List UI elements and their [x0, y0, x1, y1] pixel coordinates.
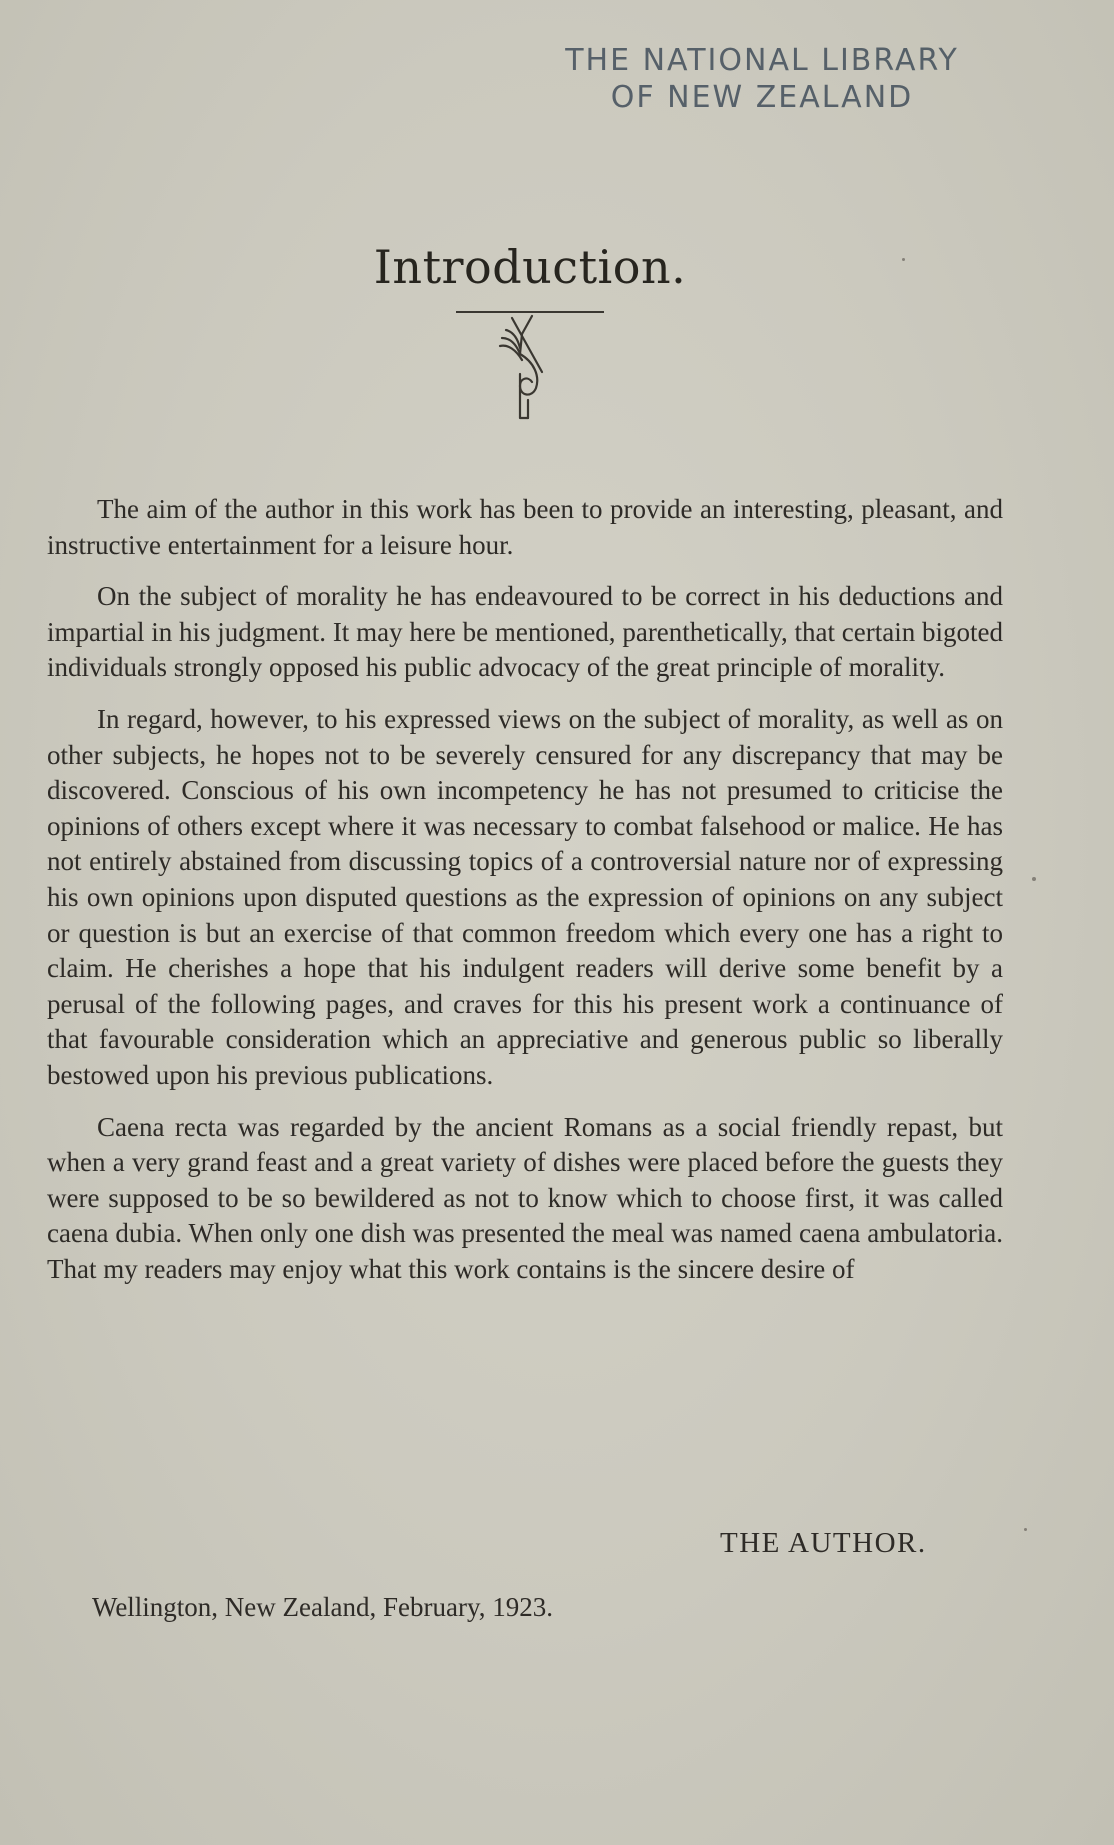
page-title: Introduction.	[373, 240, 687, 294]
title-rule	[456, 311, 604, 313]
library-stamp	[512, 42, 1012, 116]
paragraph: The aim of the author in this work has been to provide an interesting, pleasant, and instructive entertainment for a leisure hour.	[47, 494, 1003, 560]
introduction-body	[47, 492, 1003, 1303]
fleuron-icon	[492, 314, 562, 424]
place-date-line: Wellington, New Zealand, February, 1923.	[92, 1592, 553, 1622]
author-signature: THE AUTHOR.	[720, 1527, 927, 1559]
paper-speck	[1024, 1528, 1027, 1531]
stamp-line-1: THE NATIONAL LIBRARY	[565, 43, 959, 78]
paragraph: On the subject of morality he has endeavoured to be correct in his deductions and impartial in his judgment. It may here be mentioned, parenthetically, that certain bigoted individuals strongly opposed his public advocacy of the great principle of morality.	[47, 581, 1003, 683]
paragraph: In regard, however, to his expressed views on the subject of morality, as well as on other subjects, he hopes not to be severely censured for any discrepancy that may be discovered. Conscious of his own incompetency he has not presumed to criticise the opinions of others except where it was necessary to combat falsehood or malice. He has not entirely abstained from discussing topics of a controversial nature nor of expressing his own opinions upon disputed questions as the expression of opinions on any subject or question is but an exercise of that common freedom which every one has a right to claim. He cherishes a hope that his indulgent readers will derive some benefit by a perusal of the following pages, and craves for this his present work a continuance of that favourable consideration which an appreciative and generous public so liberally bestowed upon his previous publications.	[47, 703, 1003, 1090]
stamp-line-2: OF NEW ZEALAND	[610, 80, 914, 115]
paper-speck	[1032, 877, 1036, 881]
paragraph: Caena recta was regarded by the ancient Romans as a social friendly repast, but when a very grand feast and a great variety of dishes were placed before the guests they were supposed to be so bewildered as not to know which to choose first, it was called caena dubia. When only one dish was presented the meal was named caena ambulatoria. That my readers may enjoy what this work contains is the sincere desire of	[47, 1111, 1003, 1284]
